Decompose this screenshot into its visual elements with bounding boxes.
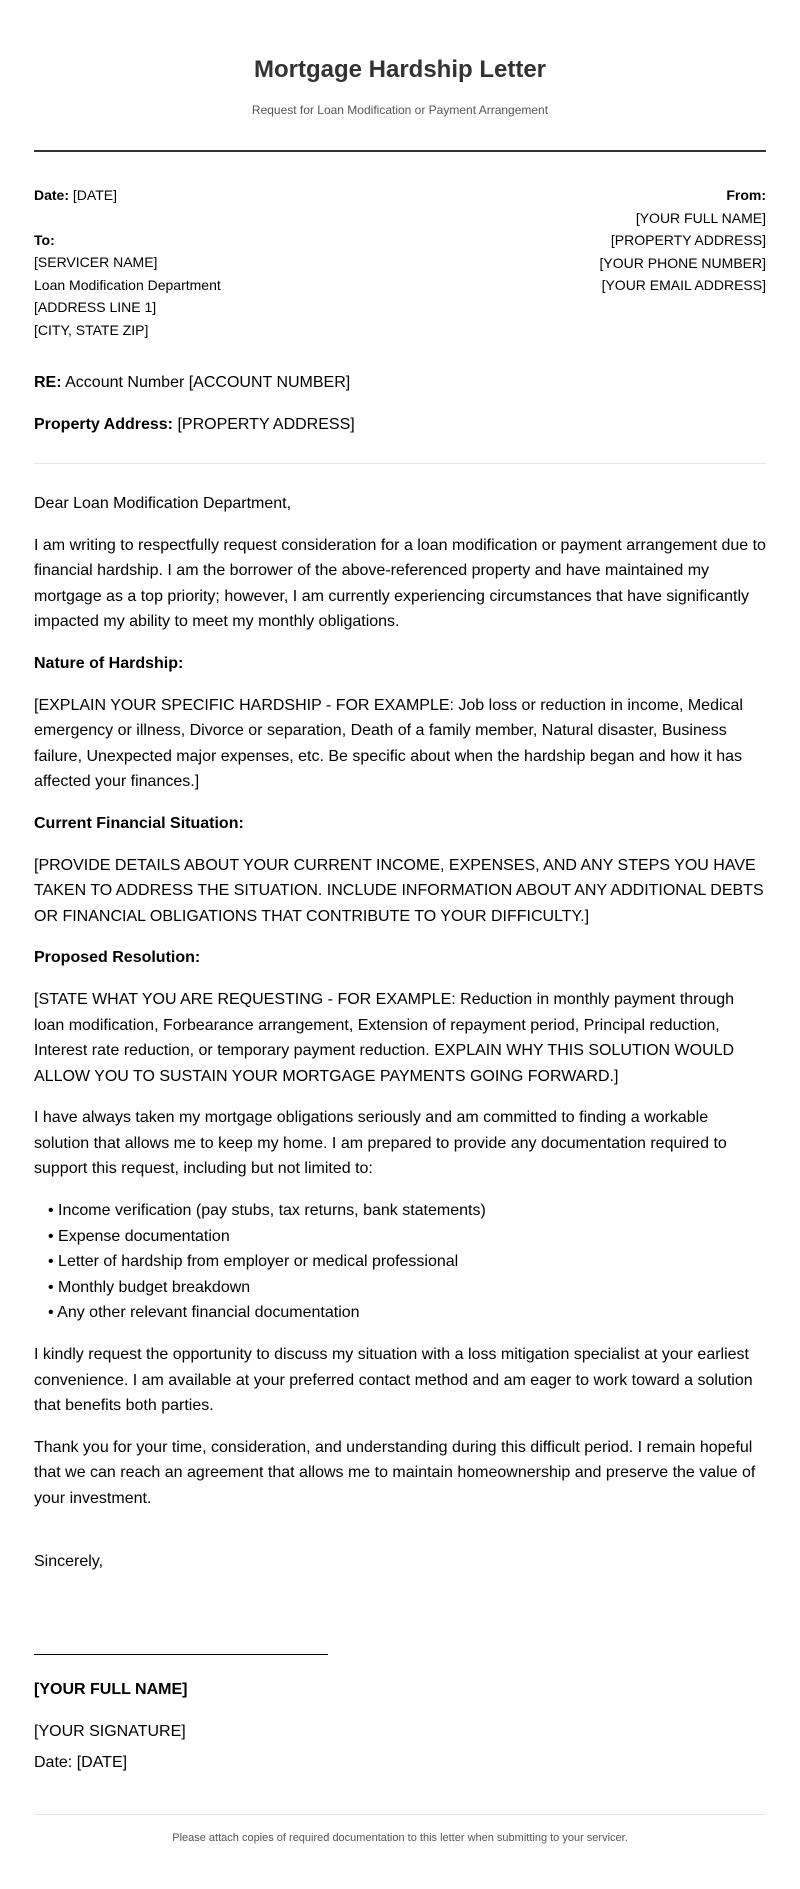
from-line: [YOUR FULL NAME] (635, 209, 766, 226)
resolution-paragraph: [STATE WHAT YOU ARE REQUESTING - FOR EXAMPLE: Reduction in monthly payment through loan modification, Forbearance arrangement, Extension of repayment period, Principal reduction, Interest rate reduction, or temporary payment reduction. EXPLAIN WHY THIS SOLUTION WOULD ALLOW YOU TO SUSTAIN YOUR MORTGAGE PAYMENTS GOING FORWARD.] (34, 990, 735, 1085)
property-value: [PROPERTY ADDRESS] (177, 416, 355, 433)
to-line: [CITY, STATE ZIP] (34, 321, 149, 338)
letter-body (34, 491, 766, 1528)
to-label: To: (34, 231, 55, 248)
documentation-list (34, 1198, 766, 1326)
meta-right (406, 184, 766, 297)
from-line: [YOUR PHONE NUMBER] (599, 254, 766, 271)
property-label: Property Address: (34, 416, 173, 433)
section-divider (34, 463, 766, 464)
intro-paragraph: I am writing to respectfully request consideration for a loan modification or payment arrangement due to financial hardship. I am the borrower of the above-referenced property and have maintained my mortgage as a top priority; however, I am currently experiencing circumstances that have significantly impacted my ability to meet my monthly obligations. (34, 536, 766, 631)
footer-note: Please attach copies of required documentation to this letter when submitting to your servicer. (172, 1832, 628, 1844)
request-paragraph: I kindly request the opportunity to discuss my situation with a loss mitigation specialist at your earliest convenience. I am available at your preferred contact method and am eager to work toward a solution that benefits both parties. (34, 1346, 753, 1415)
re-line (34, 372, 350, 394)
from-label: From: (726, 187, 766, 203)
letter-page (34, 0, 766, 1844)
signature-line (34, 1654, 328, 1655)
closing: Sincerely, (34, 1553, 104, 1570)
resolution-heading: Proposed Resolution: (34, 949, 201, 967)
page-subtitle: Request for Loan Modification or Payment Arrangement (251, 103, 549, 117)
hardship-heading: Nature of Hardship: (34, 654, 184, 672)
list-item: • Monthly budget breakdown (48, 1278, 251, 1296)
to-line: [ADDRESS LINE 1] (34, 299, 157, 315)
commitment-paragraph: I have always taken my mortgage obligations seriously and am committed to finding a workable solution that allows me to keep my home. I am prepared to provide any documentation required to support this request, including but not limited to: (34, 1109, 727, 1178)
from-line: [PROPERTY ADDRESS] (610, 232, 766, 248)
financial-heading: Current Financial Situation: (34, 814, 244, 832)
list-item: • Expense documentation (48, 1227, 230, 1245)
list-item: • Income verification (pay stubs, tax returns, bank statements) (48, 1202, 486, 1220)
header-divider (34, 150, 766, 152)
page-title: Mortgage Hardship Letter (253, 56, 547, 83)
date-line (34, 184, 394, 207)
date-label: Date: (34, 187, 70, 203)
letter-header (34, 0, 766, 117)
hardship-paragraph: [EXPLAIN YOUR SPECIFIC HARDSHIP - FOR EXAMPLE: Job loss or reduction in income, Medical emergency or illness, Divorce or separation, Death of a family member, Natural disaster, Business failure, Unexpected major expenses, etc. Be specific about when the hardship began and how it has affected your finances.] (34, 696, 743, 791)
date-value: [DATE] (72, 187, 117, 203)
signature-placeholder: [YOUR SIGNATURE] (34, 1723, 186, 1740)
footer-divider (34, 1814, 766, 1815)
from-line: [YOUR EMAIL ADDRESS] (601, 277, 766, 293)
signature-date: Date: [DATE] (34, 1754, 128, 1771)
property-line (34, 414, 355, 436)
thanks-paragraph: Thank you for your time, consideration, and understanding during this difficult period. I remain hopeful that we can reach an agreement that allows me to maintain homeownership and preserve the value of your investment. (34, 1438, 756, 1507)
to-line: [SERVICER NAME] (34, 254, 158, 270)
list-item: • Any other relevant financial documentation (48, 1304, 360, 1322)
signature-name: [YOUR FULL NAME] (34, 1681, 188, 1698)
salutation: Dear Loan Modification Department, (34, 495, 292, 512)
to-line: Loan Modification Department (34, 276, 221, 293)
list-item: • Letter of hardship from employer or medical professional (48, 1253, 459, 1271)
re-label: RE: (34, 374, 62, 391)
meta-left (34, 184, 394, 341)
financial-paragraph: [PROVIDE DETAILS ABOUT YOUR CURRENT INCOME, EXPENSES, AND ANY STEPS YOU HAVE TAKEN TO ADDRESS THE SITUATION. INCLUDE INFORMATION ABOUT ANY ADDITIONAL DEBTS OR FINANCIAL OBLIGATIONS THAT CONTRIBUTE TO YOUR DIFFICULTY.] (34, 856, 764, 925)
re-value: Account Number [ACCOUNT NUMBER] (65, 374, 351, 391)
